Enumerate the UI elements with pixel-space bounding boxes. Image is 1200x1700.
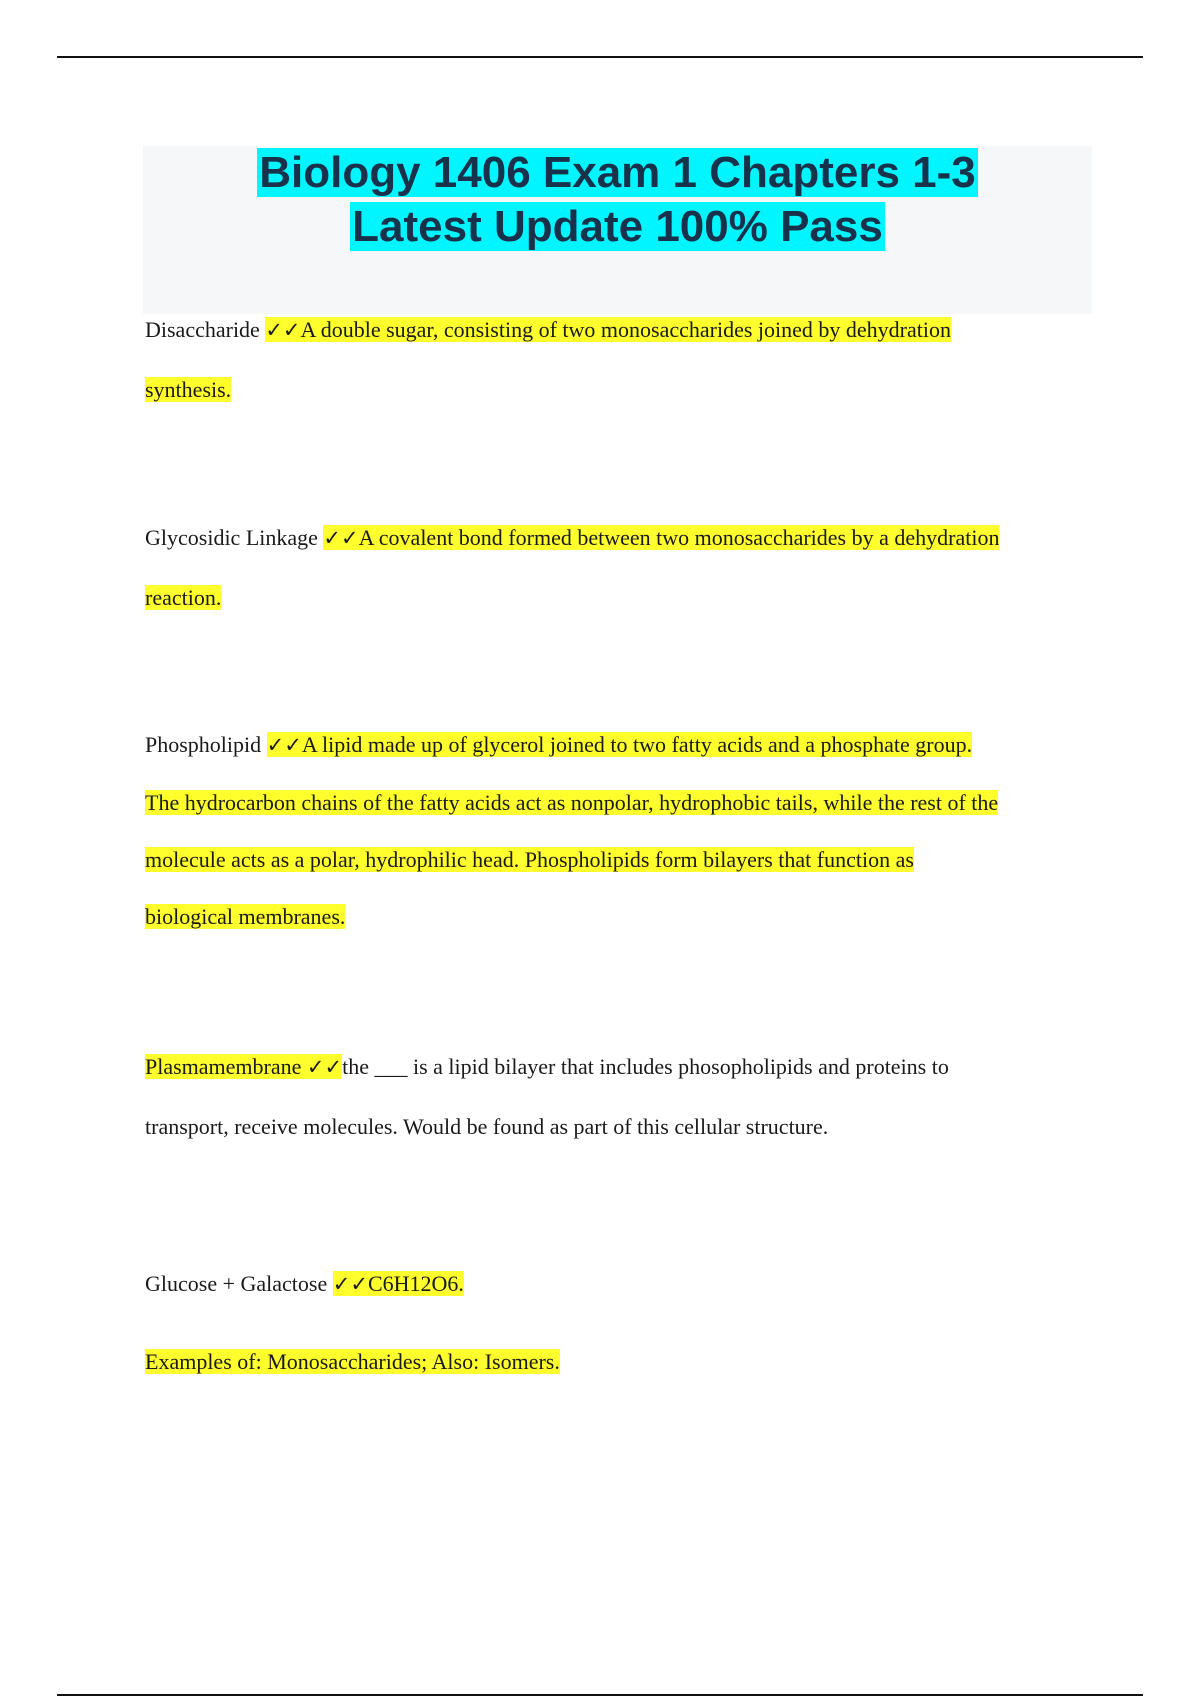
entry-answer-line: A double sugar, consisting of two monosaccharides joined by dehydration [300, 317, 951, 342]
check-mark-icon: ✓✓ [332, 1272, 368, 1296]
entry-answer-line: synthesis. [145, 377, 232, 402]
entry-answer-line: C6H12O6. [367, 1271, 464, 1296]
entry-answer-line: Examples of: Monosaccharides; Also: Isomers. [145, 1349, 560, 1374]
entry-glycosidic-linkage [145, 508, 1095, 628]
entry-answer-line: reaction. [145, 585, 222, 610]
entry-answer-line: A covalent bond formed between two monosaccharides by a dehydration [358, 525, 1000, 550]
document-title [143, 146, 1092, 254]
entry-answer-line: the ___ is a lipid bilayer that includes phosopholipids and proteins to [342, 1054, 949, 1079]
entry-term: Disaccharide [145, 317, 260, 342]
title-line-1: Biology 1406 Exam 1 Chapters 1-3 [259, 148, 976, 197]
title-line-2: Latest Update 100% Pass [352, 202, 883, 251]
entry-answer-line: A lipid made up of glycerol joined to two fatty acids and a phosphate group. [301, 732, 973, 757]
entry-answer-line: The hydrocarbon chains of the fatty acids act as nonpolar, hydrophobic tails, while the rest of the [145, 790, 999, 815]
entry-disaccharide [145, 300, 1095, 420]
entry-answer-line: molecule acts as a polar, hydrophilic head. Phospholipids form bilayers that function as [145, 847, 914, 872]
check-mark-icon: ✓✓ [306, 1055, 343, 1079]
entry-answer-line: biological membranes. [145, 904, 346, 929]
check-mark-icon: ✓✓ [323, 526, 359, 550]
entry-answer-line: transport, receive molecules. Would be found as part of this cellular structure. [145, 1114, 829, 1139]
entry-glucose-galactose [145, 1245, 1095, 1401]
entry-term: Phospholipid [145, 732, 262, 757]
entry-plasmamembrane [145, 1037, 1095, 1157]
top-rule [57, 56, 1143, 58]
check-mark-icon: ✓✓ [266, 733, 302, 757]
entry-term: Plasmamembrane [145, 1054, 302, 1079]
bottom-rule [57, 1694, 1143, 1696]
entry-phospholipid [145, 716, 1095, 945]
check-mark-icon: ✓✓ [265, 318, 301, 342]
entry-term: Glucose + Galactose [145, 1271, 328, 1296]
entry-term: Glycosidic Linkage [145, 525, 318, 550]
